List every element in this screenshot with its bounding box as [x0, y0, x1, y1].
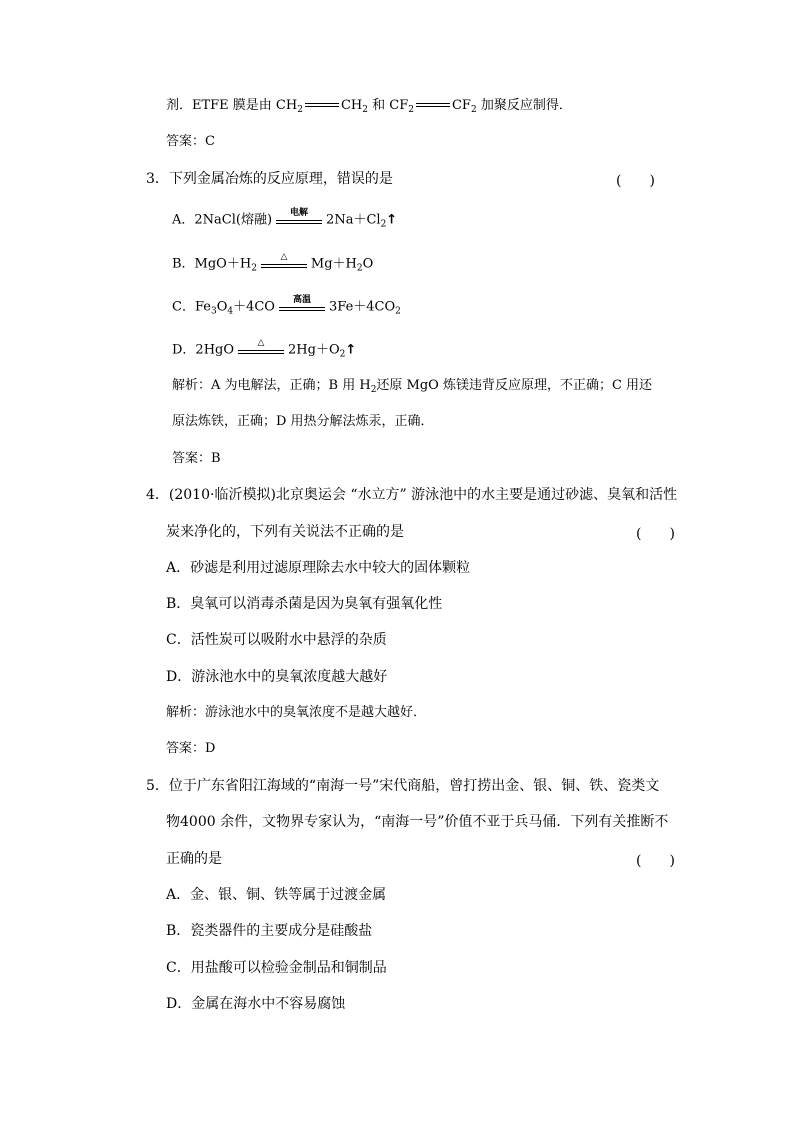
q4-option-d: D．游泳池水中的臭氧浓度越大越好 [166, 669, 388, 685]
q3-option-d: D．2HgO △ $2Hg+O_2↑$ [172, 339, 356, 361]
intro-text-e: 加聚反应制得． [480, 98, 572, 113]
q4-option-b: B．臭氧可以消毒杀菌是因为臭氧有强氧化性 [166, 596, 443, 612]
q3-a-reactants: A．2NaCl(熔融) [172, 212, 273, 228]
q4-stem-1: 4．(2010·临沂模拟)北京奥运会 “水立方” 游泳池中的水主要是通过砂滤、臭氧和活性 [146, 487, 678, 503]
condition-label: 电解 [290, 208, 309, 218]
q5-stem-3: 正确的是 [166, 851, 222, 867]
reaction-condition [261, 253, 307, 275]
double-bond [416, 99, 450, 113]
q4-option-c: C．活性炭可以吸附水中悬浮的杂质 [166, 632, 387, 648]
q5-option-c: C．用盐酸可以检验金制品和铜制品 [166, 960, 387, 976]
intro-text-b: CH [340, 98, 363, 113]
q4-option-a: A．砂滤是利用过滤原理除去水中较大的固体颗粒 [166, 560, 471, 576]
q5-option-b: B．瓷类器件的主要成分是硅酸盐 [166, 923, 373, 939]
q3-answer-paren: ( ) [616, 173, 655, 189]
q4-answer-paren: ( ) [636, 526, 675, 542]
condition-label: △ [257, 338, 265, 348]
q4-answer: 答案：D [166, 741, 216, 756]
q3-d-products: 2Hg＋O [288, 342, 340, 358]
q3-b-tail: O [362, 256, 374, 272]
q3-d-reactants: D．2HgO [172, 342, 235, 358]
q3-option-a: A．2NaCl(熔融) 电解 $2Na+Cl_2↑$ [172, 209, 397, 231]
intro-text-a: 剂．ETFE 膜是由 CH [166, 98, 298, 113]
q3-c-text: C．Fe [172, 299, 211, 315]
q3-explanation-2: 原法炼铁，正确；D 用热分解法炼汞，正确． [172, 414, 434, 429]
intro-text-c: 和 CF [372, 98, 409, 113]
q3-answer: 答案：B [172, 451, 221, 466]
condition-label: △ [280, 252, 288, 262]
double-bond [305, 99, 339, 113]
q5-answer-paren: ( ) [636, 853, 675, 869]
q3-stem: 3．下列金属冶炼的反应原理，错误的是 [146, 171, 393, 187]
q3-explanation-text: 还原 MgO 炼镁违背反应原理，不正确；C 用还 [376, 378, 653, 393]
q3-explanation-text: 解析：A 为电解法，正确；B 用 H [172, 378, 371, 393]
q3-explanation-1: 解析：A 为电解法，正确；B 用 $H_2$还原 MgO 炼镁违背反应原理，不正确；C 用还 [172, 378, 653, 395]
up-arrow-icon: ↑ [345, 342, 357, 358]
q3-c-text: O [216, 299, 228, 315]
reaction-condition [279, 296, 325, 318]
q3-a-products: 2Na＋Cl [326, 212, 381, 228]
q4-stem-2: 炭来净化的，下列有关说法不正确的是 [166, 524, 404, 540]
answer-prev: 答案：C [166, 134, 215, 149]
q5-option-d: D．金属在海水中不容易腐蚀 [166, 996, 346, 1012]
intro-line: 剂．ETFE 膜是由 $CH_2$ $CH_2$ 和 $CF_2$ $CF_2$ 加聚反应制得． [166, 98, 572, 115]
reaction-condition [276, 209, 322, 231]
q5-stem-2: 物4000 余件，文物界专家认为，“南海一号”价值不亚于兵马俑．下列有关推断不 [166, 814, 669, 830]
reaction-condition [238, 339, 284, 361]
q5-stem-1: 5．位于广东省阳江海域的“南海一号”宋代商船，曾打捞出金、银、铜、铁、瓷类文 [146, 778, 660, 794]
q5-option-a: A．金、银、铜、铁等属于过渡金属 [166, 887, 387, 903]
intro-text-d: CF [451, 98, 471, 113]
q3-option-c: C．$Fe_3O_4+4CO$ 高温 $3Fe+4CO_2$ [172, 296, 401, 318]
up-arrow-icon: ↑ [386, 212, 398, 228]
q3-b-reactants: B．MgO＋H [172, 256, 252, 272]
q3-c-products: 3Fe＋4CO [328, 299, 396, 315]
q3-c-text: ＋4CO [233, 299, 275, 315]
q4-explanation: 解析：游泳池水中的臭氧浓度不是越大越好． [166, 705, 427, 720]
condition-label: 高温 [292, 295, 311, 305]
q3-option-b: B．$MgO+H_2$ △ $Mg+H_2O$ [172, 253, 373, 275]
q3-b-products: Mg＋H [310, 256, 357, 272]
